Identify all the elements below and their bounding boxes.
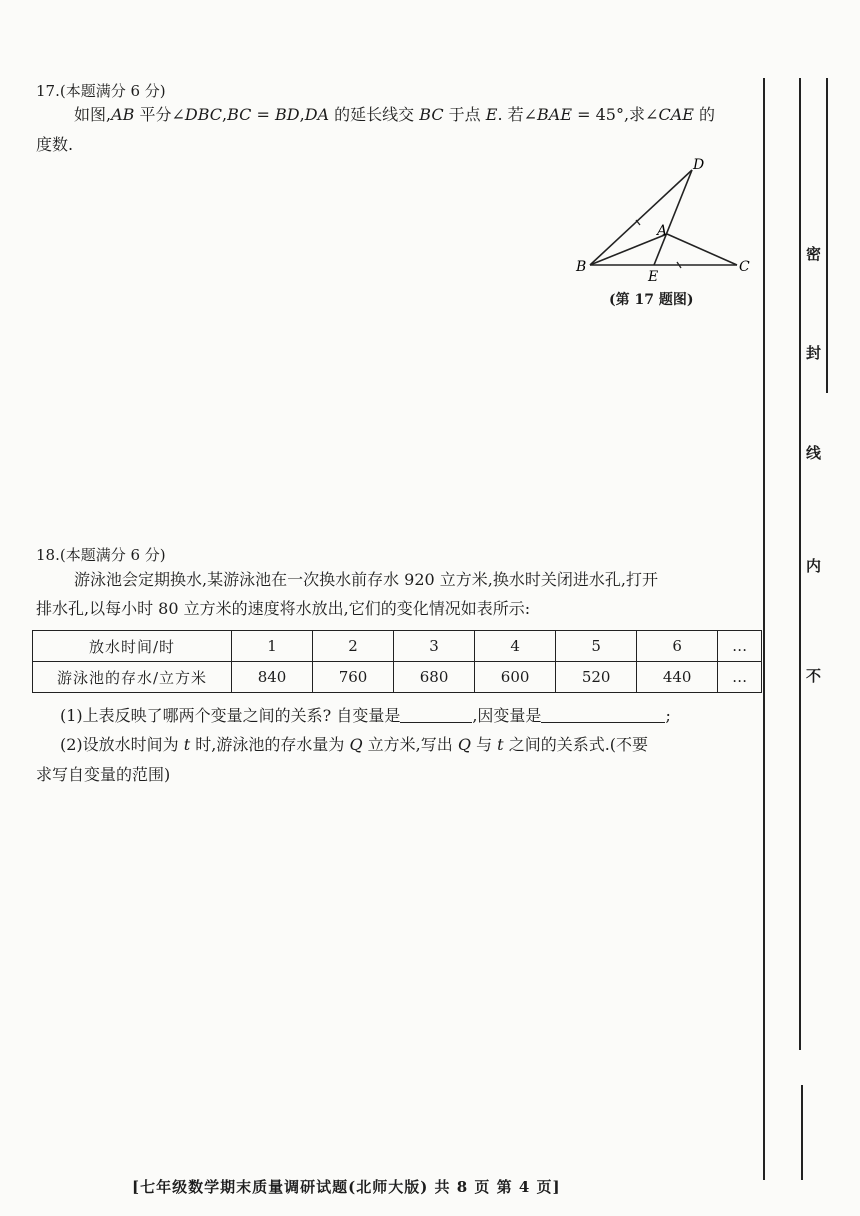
table-cell: … xyxy=(718,631,762,662)
table-cell: 4 xyxy=(475,631,556,662)
q17-figure xyxy=(565,155,765,285)
q17-text-line1: 如图,AB 平分∠DBC,BC = BD,DA 的延长线交 BC 于点 E. 若∠BAE = 45°,求∠CAE 的 xyxy=(74,105,716,124)
table-row xyxy=(33,631,762,662)
answer-blank-independent[interactable] xyxy=(400,704,472,723)
answer-blank-dependent[interactable] xyxy=(541,704,665,723)
seal-char: 封 xyxy=(806,344,822,362)
table-row-header: 放水时间/时 xyxy=(33,631,232,662)
segment-BD xyxy=(590,170,692,265)
label-E: E xyxy=(648,269,659,285)
seal-line-inner xyxy=(763,78,765,1180)
table-cell: 2 xyxy=(313,631,394,662)
table-cell: 760 xyxy=(313,662,394,693)
q18-header xyxy=(36,544,166,565)
q17-header xyxy=(36,80,166,101)
table-cell: … xyxy=(718,662,762,693)
seal-line-right xyxy=(826,78,828,393)
seal-char: 密 xyxy=(806,245,822,263)
table-cell: 6 xyxy=(637,631,718,662)
table-cell: 520 xyxy=(556,662,637,693)
table-cell: 600 xyxy=(475,662,556,693)
table-cell: 840 xyxy=(232,662,313,693)
label-C: C xyxy=(739,259,750,275)
segment-DE xyxy=(654,170,692,265)
seal-line-outer xyxy=(799,78,801,1050)
q18-number: 18. xyxy=(36,546,60,564)
q18-subquestion-1: (1)上表反映了哪两个变量之间的关系? 自变量是 ,因变量是 ; xyxy=(60,706,671,725)
table-cell: 1 xyxy=(232,631,313,662)
page-footer: [七年级数学期末质量调研试题(北师大版) 共 8 页 第 4 页] xyxy=(132,1178,561,1196)
triangle-diagram xyxy=(565,155,765,285)
q18-table xyxy=(32,630,762,693)
q18-subquestion-2-line2: 求写自变量的范围) xyxy=(36,765,171,784)
q17-score: (本题满分 6 分) xyxy=(59,82,166,100)
seal-line-outer-bottom xyxy=(801,1085,803,1180)
table-cell: 680 xyxy=(394,662,475,693)
q17-figure-caption: (第 17 题图) xyxy=(609,292,694,308)
segment-AC xyxy=(667,234,737,265)
table-row xyxy=(33,662,762,693)
q18-score: (本题满分 6 分) xyxy=(59,546,166,564)
label-B: B xyxy=(576,259,587,275)
seal-char: 不 xyxy=(806,667,822,685)
q17-text-line2: 度数. xyxy=(36,135,74,154)
q18-text-line2: 排水孔,以每小时 80 立方米的速度将水放出,它们的变化情况如表所示: xyxy=(36,599,531,618)
seal-char: 内 xyxy=(806,557,822,575)
table-cell: 440 xyxy=(637,662,718,693)
table-cell: 5 xyxy=(556,631,637,662)
seal-char: 线 xyxy=(806,444,822,462)
label-A: A xyxy=(657,223,668,239)
table-cell: 3 xyxy=(394,631,475,662)
q18-subquestion-2: (2)设放水时间为 t 时,游泳池的存水量为 Q 立方米,写出 Q 与 t 之间的关系式.(不要 xyxy=(60,735,649,754)
q18-text-line1: 游泳池会定期换水,某游泳池在一次换水前存水 920 立方米,换水时关闭进水孔,打开 xyxy=(74,570,658,589)
label-D: D xyxy=(693,157,705,173)
q17-number: 17. xyxy=(36,82,60,100)
table-row-header: 游泳池的存水/立方米 xyxy=(33,662,232,693)
